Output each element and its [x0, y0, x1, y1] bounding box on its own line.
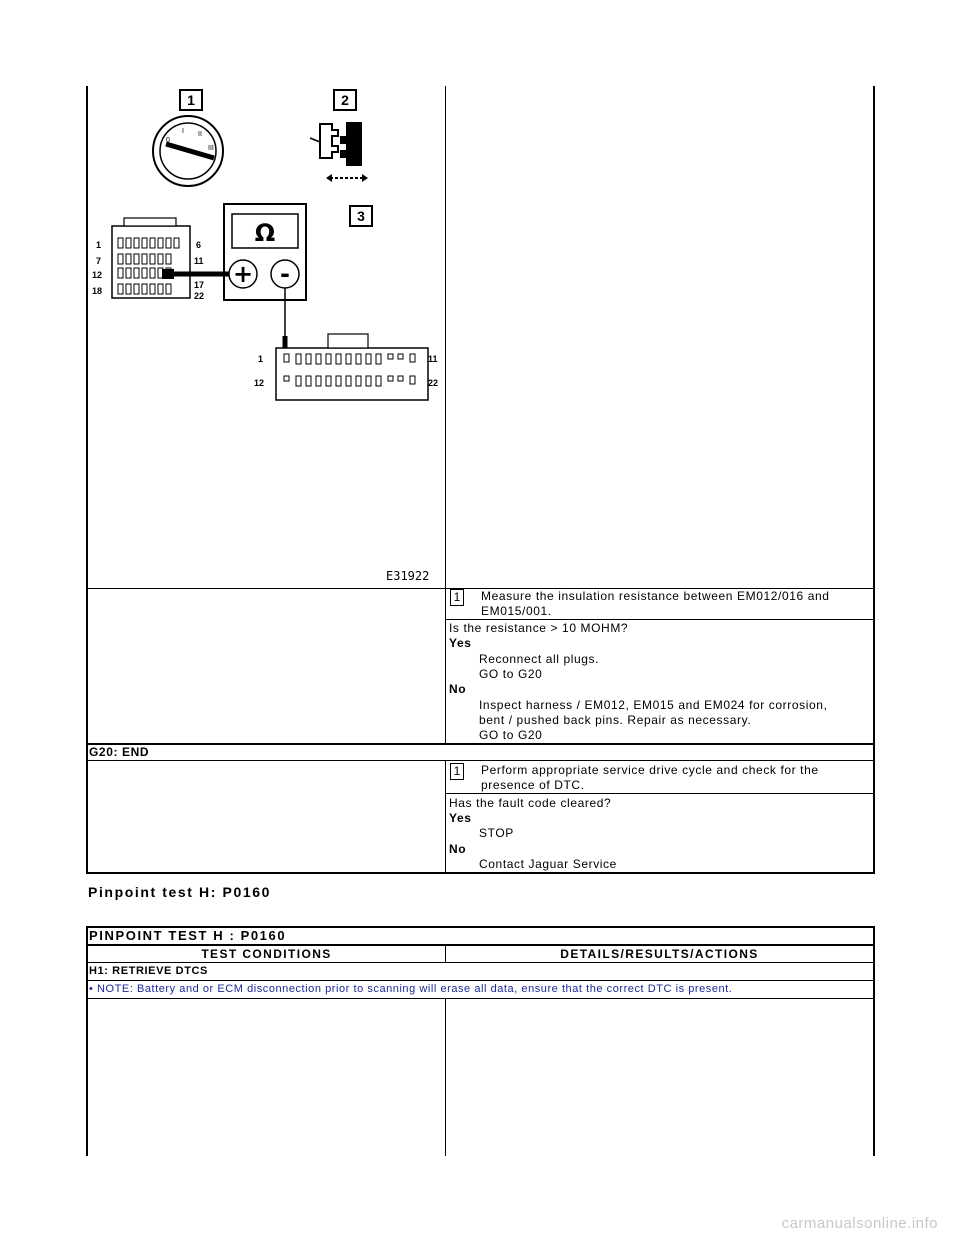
table-h-row-divider — [86, 998, 875, 999]
pin-label-1: 1 — [96, 240, 102, 250]
connector-test-diagram — [88, 86, 445, 588]
watermark: carmanualsonline.info — [781, 1215, 938, 1232]
g20-question: Has the fault code cleared? — [449, 796, 612, 810]
g19-yes-line-2: GO to G20 — [479, 667, 543, 681]
lower-pin-label-12: 12 — [254, 378, 265, 388]
column-divider — [445, 761, 446, 873]
g19-question: Is the resistance > 10 MOHM? — [449, 621, 629, 635]
lower-pin-label-22: 22 — [428, 378, 439, 388]
switch-mark-2: II — [198, 131, 202, 138]
upper-connector-icon — [112, 218, 229, 298]
table-h-row-divider — [86, 962, 875, 963]
g19-yes-label: Yes — [449, 636, 472, 650]
column-divider — [445, 86, 446, 589]
col-header-test-conditions: TEST CONDITIONS — [201, 947, 332, 961]
step-number-box: 1 — [450, 589, 464, 606]
switch-mark-3: III — [208, 145, 214, 152]
row-divider — [445, 619, 875, 620]
g19-no-line-2: bent / pushed back pins. Repair as necessary. — [479, 713, 752, 727]
table-h-col-divider — [445, 999, 446, 1156]
g20-no-line-1: Contact Jaguar Service — [479, 857, 617, 871]
row-divider — [86, 872, 875, 874]
row-divider — [86, 760, 875, 761]
section-heading: Pinpoint test H: P0160 — [88, 884, 272, 900]
disconnect-plug-icon — [310, 122, 368, 182]
switch-mark-1: I — [182, 128, 184, 135]
lower-connector-icon — [276, 334, 428, 400]
g20-title: G20: END — [89, 745, 150, 759]
minus-symbol: - — [280, 260, 290, 288]
pin-label-12: 12 — [92, 270, 103, 280]
callout-label-1: 1 — [187, 92, 195, 108]
step-number-box: 1 — [450, 763, 464, 780]
g19-action-line-2: EM015/001. — [481, 604, 552, 618]
h1-title: H1: RETRIEVE DTCS — [89, 965, 208, 977]
ignition-switch-icon — [153, 116, 223, 186]
g19-no-line-3: GO to G20 — [479, 728, 543, 742]
table-h-title: PINPOINT TEST H : P0160 — [89, 928, 287, 943]
table-h-row-divider — [86, 980, 875, 981]
row-divider — [86, 743, 875, 745]
callout-label-3: 3 — [357, 208, 365, 224]
g20-action-line-1: Perform appropriate service drive cycle and check for the — [481, 763, 819, 777]
switch-mark-0: 0 — [166, 137, 170, 144]
row-divider — [445, 793, 875, 794]
pin-label-18: 18 — [92, 286, 103, 296]
plus-symbol: + — [232, 260, 254, 288]
g20-yes-label: Yes — [449, 811, 472, 825]
col-header-details: DETAILS/RESULTS/ACTIONS — [560, 947, 759, 961]
pin-label-6: 6 — [196, 240, 202, 250]
column-divider — [445, 589, 446, 744]
g20-no-label: No — [449, 842, 467, 856]
g20-yes-line-1: STOP — [479, 826, 514, 840]
callout-label-2: 2 — [341, 92, 349, 108]
pin-label-17: 17 — [194, 280, 205, 290]
g19-no-line-1: Inspect harness / EM012, EM015 and EM024 for corrosion, — [479, 698, 828, 712]
pin-label-7: 7 — [96, 256, 102, 266]
multimeter-icon — [224, 204, 306, 300]
g19-yes-line-1: Reconnect all plugs. — [479, 652, 600, 666]
ohm-symbol: Ω — [254, 219, 276, 247]
figure-id: E31922 — [386, 569, 430, 583]
note-text: • NOTE: Battery and or ECM disconnection prior to scanning will erase all data, ensure that the correct DTC is present. — [89, 983, 733, 995]
pin-label-11: 11 — [194, 256, 204, 266]
table-h-row-divider — [86, 944, 875, 946]
g20-action-line-2: presence of DTC. — [481, 778, 585, 792]
g19-no-label: No — [449, 682, 467, 696]
pin-label-22: 22 — [194, 291, 205, 301]
lower-pin-label-1: 1 — [258, 354, 264, 364]
table-border-right — [873, 86, 875, 873]
g19-action-line-1: Measure the insulation resistance between EM012/016 and — [481, 589, 830, 603]
lower-pin-label-11: 11 — [428, 354, 438, 364]
table-h-border-right — [873, 926, 875, 1156]
